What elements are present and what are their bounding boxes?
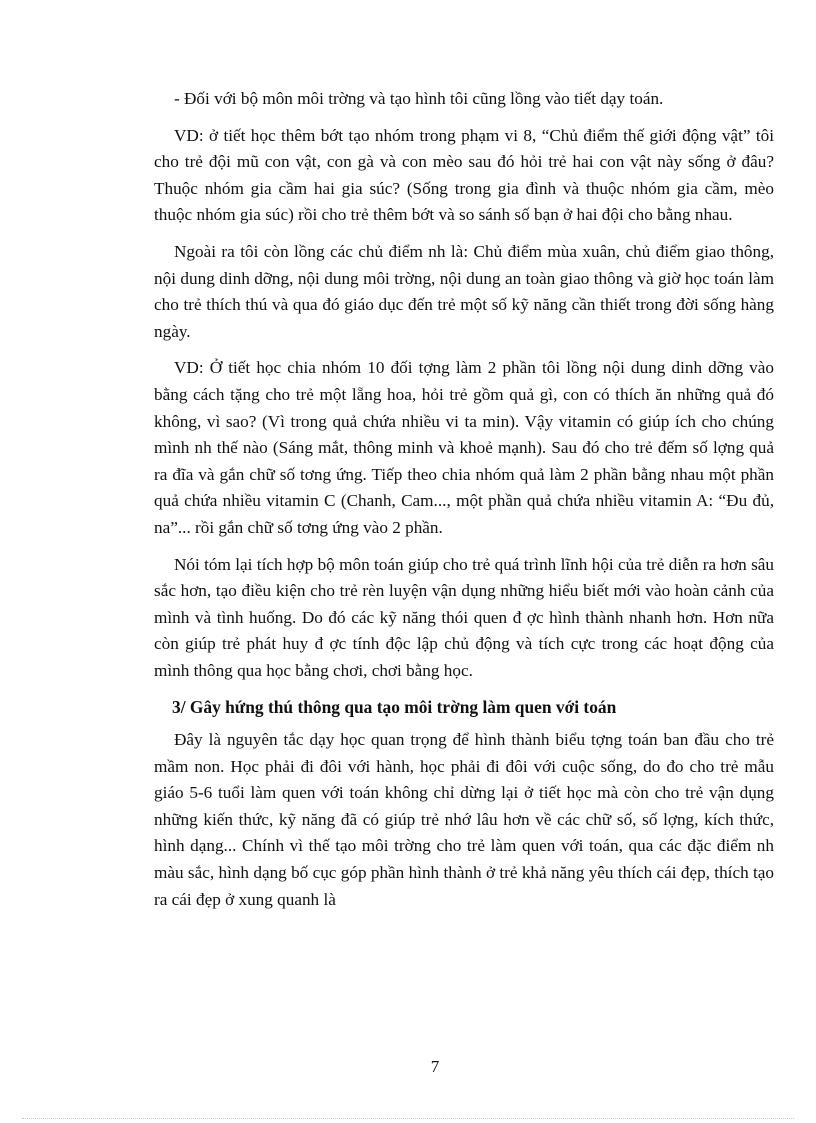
section-heading: 3/ Gây hứng thú thông qua tạo môi trờng làm quen với toán <box>172 697 617 718</box>
paragraph-summary: Nói tóm lại tích hợp bộ môn toán giúp cho trẻ quá trình lĩnh hội của trẻ diễn ra hơn sâu sắc hơn, tạo điều kiện cho trẻ rèn luyện vận dụng những hiểu biết mới vào hoàn cảnh của mình và tình huống. Do đó các kỹ năng thói quen đ ợc hình thành nhanh hơn. Hơn nữa còn giúp trẻ phát huy đ ợc tính độc lập chủ động và tích cực trong các hoạt động của mình thông qua học bằng chơi, chơi bằng học. <box>154 554 774 680</box>
paragraph-example-fruit: VD: Ở tiết học chia nhóm 10 đối tợng làm 2 phần tôi lồng nội dung dinh dỡng vào bằng cách tặng cho trẻ một lẵng hoa, hỏi trẻ gồm quả gì, con có thích ăn những quả đó không, vì sao? (Vì trong quả chứa nhiều vi ta min). Vậy vitamin có giúp ích cho chúng mình nh thế nào (Sáng mắt, thông minh và khoẻ mạnh). Sau đó cho trẻ đếm số lợng quả ra đĩa và gắn chữ số tơng ứng. Tiếp theo chia nhóm quả làm 2 phần bằng nhau một phần quả chứa nhiều vitamin C (Chanh, Cam..., một phần quả chứa nhiều vitamin A: “Đu đủ, na”... rồi gắn chữ số tơng ứng vào 2 phần. <box>154 358 774 537</box>
paragraph-example-animals: VD: ở tiết học thêm bớt tạo nhóm trong phạm vi 8, “Chủ điểm thế giới động vật” tôi cho trẻ đội mũ con vật, con gà và con mèo sau đó hỏi trẻ hai con vật này sống ở đâu? Thuộc nhóm gia cầm hai gia súc? (Sống trong gia đình và thuộc nhóm gia cầm, mèo thuộc nhóm gia súc) rồi cho trẻ thêm bớt và so sánh số bạn ở hai đội cho bằng nhau. <box>154 125 774 225</box>
page-bottom-divider <box>22 1118 794 1119</box>
page-body <box>154 86 774 923</box>
page-number: 7 <box>430 1057 440 1076</box>
paragraph-environment-subject: - Đối với bộ môn môi trờng và tạo hình tôi cũng lồng vào tiết dạy toán. <box>174 89 664 108</box>
paragraph-other-themes: Ngoài ra tôi còn lồng các chủ điểm nh là: Chủ điểm mùa xuân, chủ điểm giao thông, nội dung dinh dỡng, nội dung môi trờng, nội dung an toàn giao thông và giờ học toán làm cho trẻ thích thú và qua đó giáo dục đến trẻ một số kỹ năng cần thiết trong đời sống hàng ngày. <box>154 241 774 341</box>
paragraph-environment-principle: Đây là nguyên tắc dạy học quan trọng để hình thành biểu tợng toán ban đầu cho trẻ mầm non. Học phải đi đôi với hành, học phải đi đôi với cuộc sống, do đo cho trẻ mẫu giáo 5-6 tuổi làm quen với toán không chỉ dừng lại ở tiết học mà còn cho trẻ vận dụng những kiến thức, kỹ năng đã có giúp trẻ nhớ lâu hơn về các chữ số, số lợng, kích thức, hình dạng... Chính vì thế tạo môi trờng cho trẻ làm quen với toán, qua các đặc điểm nh màu sắc, hình dạng bố cục góp phần hình thành ở trẻ khả năng yêu thích cái đẹp, thích tạo ra cái đẹp ở xung quanh là <box>154 730 774 909</box>
